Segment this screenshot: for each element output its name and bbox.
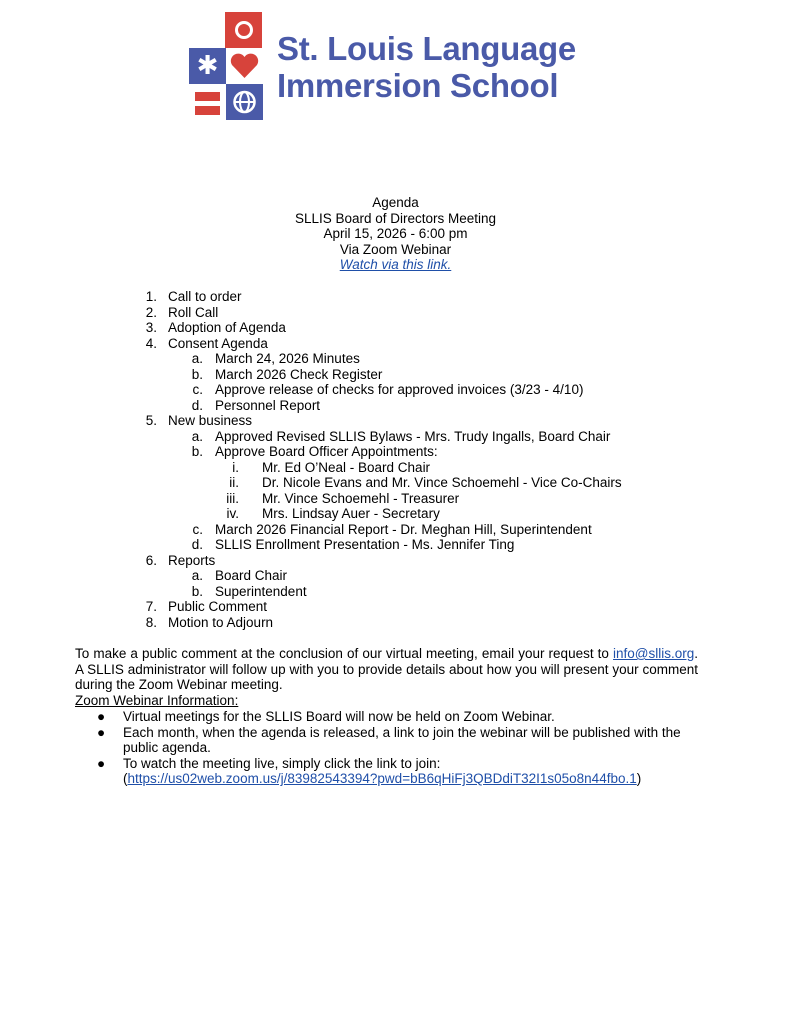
school-logo [189,12,589,122]
logo-asterisk-tile: ✱ [189,48,226,84]
logo-stripes [195,90,220,118]
agenda-item-text: Dr. Nicole Evans and Mr. Vince Schoemehl - Vice Co-Chairs [262,475,622,490]
agenda-item-text: Personnel Report [215,397,321,413]
list-item [75,709,698,725]
watch-link[interactable]: Watch via this link. [339,257,452,272]
agenda-item-level-3 [0,475,791,491]
agenda-item-number: 3. [145,320,157,335]
agenda-item-number: a. [191,568,203,583]
list-item [75,756,698,787]
bullet-icon: ● [97,724,106,740]
agenda-item-level-2 [0,584,791,600]
logo-line-1: St. Louis Language [277,30,576,67]
agenda-item-level-1 [0,553,791,569]
agenda-header [0,195,791,273]
agenda-item-number: i. [232,459,239,475]
agenda-item-number: b. [191,366,203,382]
agenda-item-level-2 [0,351,791,367]
zoom-webinar-link[interactable]: https://us02web.zoom.us/j/83982543394?pwd=bB6qHiFj3QBDdiT32I1s05o8n44fbo.1 [127,771,637,786]
heart-icon [226,48,263,84]
meeting-datetime: April 15, 2026 - 6:00 pm [323,226,468,241]
bullet-icon: ● [97,709,106,724]
agenda-item-text: Call to order [168,289,242,304]
public-comment-paragraph [75,646,698,693]
agenda-item-number: 7. [145,599,157,614]
agenda-item-number: ii. [229,475,239,490]
paren-close: ) [636,771,642,786]
agenda-item-number: 4. [145,335,157,351]
agenda-item-number: c. [192,382,203,397]
agenda-item-text: Public Comment [168,599,268,614]
agenda-item-number: 6. [145,552,157,568]
agenda-item-number: d. [191,397,203,413]
agenda-item-number: d. [191,537,203,552]
agenda-item-text: SLLIS Enrollment Presentation - Ms. Jennifer Ting [215,537,515,552]
list-item [75,725,698,756]
agenda-item-number: 5. [145,413,157,428]
agenda-item-level-1 [0,305,791,321]
public-comment-text-1: To make a public comment at the conclusion of our virtual meeting, email your request to [75,646,613,661]
agenda-item-number: iii. [226,490,239,506]
agenda-item-level-2 [0,537,791,553]
agenda-item-text: March 24, 2026 Minutes [215,351,360,366]
agenda-item-number: b. [191,444,203,459]
logo-line-2: Immersion School [277,67,559,104]
agenda-item-text: New business [168,413,253,428]
agenda-item-text: Approve release of checks for approved invoices (3/23 - 4/10) [215,382,584,397]
agenda-item-level-2 [0,568,791,584]
agenda-item-text: Adoption of Agenda [168,320,286,335]
agenda-item-text: Motion to Adjourn [168,614,274,630]
globe-icon [226,84,263,120]
agenda-item-text: Reports [168,552,216,568]
agenda-item-level-2 [0,444,791,460]
agenda-title: Agenda [372,195,419,210]
agenda-item-text: Consent Agenda [168,335,268,351]
meeting-venue: Via Zoom Webinar [339,241,452,257]
agenda-item-level-1 [0,336,791,352]
zoom-info-list [75,709,698,787]
bullet-text: Each month, when the agenda is released, a link to join the webinar will be published with the public agenda. [123,724,681,755]
agenda-item-text: Roll Call [168,304,219,320]
email-link[interactable]: info@sllis.org [613,646,695,661]
zoom-info-heading: Zoom Webinar Information: [75,693,239,708]
agenda-item-level-1 [0,413,791,429]
agenda-item-text: Board Chair [215,568,288,583]
agenda-item-text: March 2026 Check Register [215,366,383,382]
agenda-item-level-1 [0,320,791,336]
agenda-item-text: Mr. Ed O’Neal - Board Chair [262,459,431,475]
bullet-text: Virtual meetings for the SLLIS Board will now be held on Zoom Webinar. [123,709,555,724]
agenda-item-level-2 [0,429,791,445]
agenda-list [0,289,791,630]
agenda-item-level-2 [0,522,791,538]
paren-open: ( [123,771,128,786]
agenda-item-text: March 2026 Financial Report - Dr. Meghan Hill, Superintendent [215,521,592,537]
agenda-item-level-1 [0,599,791,615]
agenda-item-number: iv. [226,506,239,521]
agenda-item-number: 8. [145,614,157,630]
agenda-item-number: a. [191,428,203,444]
agenda-item-text: Mr. Vince Schoemehl - Treasurer [262,490,460,506]
agenda-item-text: Mrs. Lindsay Auer - Secretary [262,506,440,521]
agenda-item-level-2 [0,398,791,414]
agenda-item-number: b. [191,583,203,599]
agenda-item-level-3 [0,460,791,476]
agenda-item-number: a. [191,351,203,366]
agenda-item-level-1 [0,615,791,631]
agenda-item-number: 1. [145,289,157,304]
agenda-item-text: Superintendent [215,583,307,599]
logo-wordmark [277,30,576,104]
agenda-item-text: Approved Revised SLLIS Bylaws - Mrs. Trudy Ingalls, Board Chair [215,428,611,444]
logo-ring-tile [225,12,262,48]
public-comment-text-2: . A SLLIS administrator will follow up with you to provide details about how you will present your comment during the Zoom Webinar meeting. [75,646,698,692]
agenda-item-level-3 [0,491,791,507]
agenda-item-level-3 [0,506,791,522]
bullet-icon: ● [97,755,106,771]
agenda-item-level-2 [0,382,791,398]
agenda-item-level-1 [0,289,791,305]
agenda-item-number: c. [192,521,203,537]
agenda-item-number: 2. [145,304,157,320]
bullet-text: To watch the meeting live, simply click the link to join: [123,755,441,771]
logo-mark [189,12,263,120]
agenda-item-level-2 [0,367,791,383]
meeting-name: SLLIS Board of Directors Meeting [294,210,497,226]
agenda-item-text: Approve Board Officer Appointments: [215,444,438,459]
